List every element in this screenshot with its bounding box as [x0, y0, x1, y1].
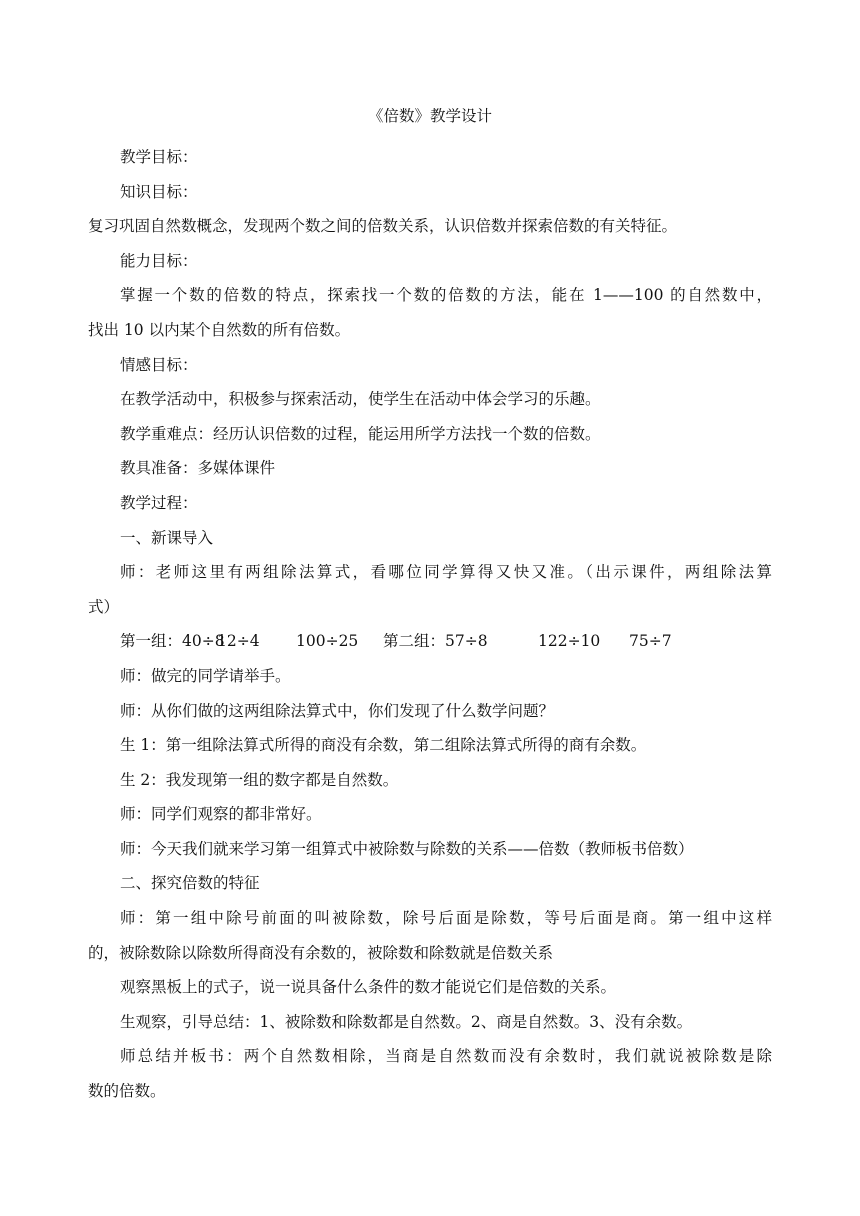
knowledge-goal-text: 复习巩固自然数概念，发现两个数之间的倍数关系，认识倍数并探索倍数的有关特征。 [88, 217, 678, 236]
teacher-summary-line-1: 师总结并板书：两个自然数相除，当商是自然数而没有余数时，我们就说被除数是除 [120, 1047, 772, 1066]
student-observe-summary: 生观察，引导总结：1、被除数和除数都是自然数。2、商是自然数。3、没有余数。 [120, 1012, 693, 1031]
document-body [88, 145, 772, 1114]
group-2-expression-3: 75÷7 [629, 632, 672, 651]
teacher-raise-hands: 师：做完的同学请举手。 [120, 666, 291, 685]
section-explore-features: 二、探究倍数的特征 [120, 874, 260, 893]
heading-teaching-process: 教学过程： [120, 493, 198, 512]
teacher-line-intro-1: 师：老师这里有两组除法算式，看哪位同学算得又快又准。（出示课件，两组除法算 [120, 563, 772, 582]
document-title: 《倍数》教学设计 [367, 107, 492, 125]
heading-emotional-goals: 情感目标： [120, 355, 198, 374]
heading-teaching-goals: 教学目标： [120, 148, 198, 166]
key-difficulties: 教学重难点：经历认识倍数的过程，能运用所学方法找一个数的倍数。 [120, 424, 601, 443]
observe-blackboard: 观察黑板上的式子，说一说具备什么条件的数才能说它们是倍数的关系。 [120, 978, 617, 997]
heading-ability-goals: 能力目标： [120, 251, 198, 270]
teacher-line-intro-2: 式） [88, 597, 120, 616]
teacher-introduce-multiples: 师：今天我们就来学习第一组算式中被除数与除数的关系——倍数（教师板书倍数） [120, 839, 694, 858]
group-2-expression-2: 122÷10 [538, 632, 601, 651]
ability-goal-text-line-1: 掌握一个数的倍数的特点，探索找一个数的倍数的方法，能在 1——100 的自然数中， [120, 286, 772, 305]
ability-goal-text-line-2: 找出 10 以内某个自然数的所有倍数。 [88, 320, 351, 339]
teacher-summary-line-2: 数的倍数。 [88, 1082, 166, 1101]
student-2-answer: 生 2：我发现第一组的数字都是自然数。 [120, 770, 399, 789]
teaching-aids: 教具准备：多媒体课件 [120, 459, 276, 478]
emotional-goal-text: 在教学活动中，积极参与探索活动，使学生在活动中体会学习的乐趣。 [120, 390, 601, 409]
section-new-lesson-intro: 一、新课导入 [120, 528, 214, 547]
group-1-expression-1: 第一组：40÷8 [120, 632, 225, 651]
group-1-expression-3: 100÷25 [296, 632, 359, 651]
group-1-expression-2: 12÷4 [217, 632, 260, 651]
teacher-question: 师：从你们做的这两组除法算式中，你们发现了什么数学问题？ [120, 701, 555, 720]
teacher-explain-line-1: 师：第一组中除号前面的叫被除数，除号后面是除数，等号后面是商。第一组中这样 [120, 909, 772, 928]
division-expressions-row [88, 629, 772, 653]
teacher-praise: 师：同学们观察的都非常好。 [120, 805, 322, 824]
teacher-explain-line-2: 的，被除数除以除数所得商没有余数的，被除数和除数就是倍数关系 [88, 943, 554, 962]
heading-knowledge-goals: 知识目标： [120, 182, 198, 201]
student-1-answer: 生 1：第一组除法算式所得的商没有余数，第二组除法算式所得的商有余数。 [120, 736, 647, 755]
group-2-expression-1: 第二组：57÷8 [383, 632, 488, 651]
